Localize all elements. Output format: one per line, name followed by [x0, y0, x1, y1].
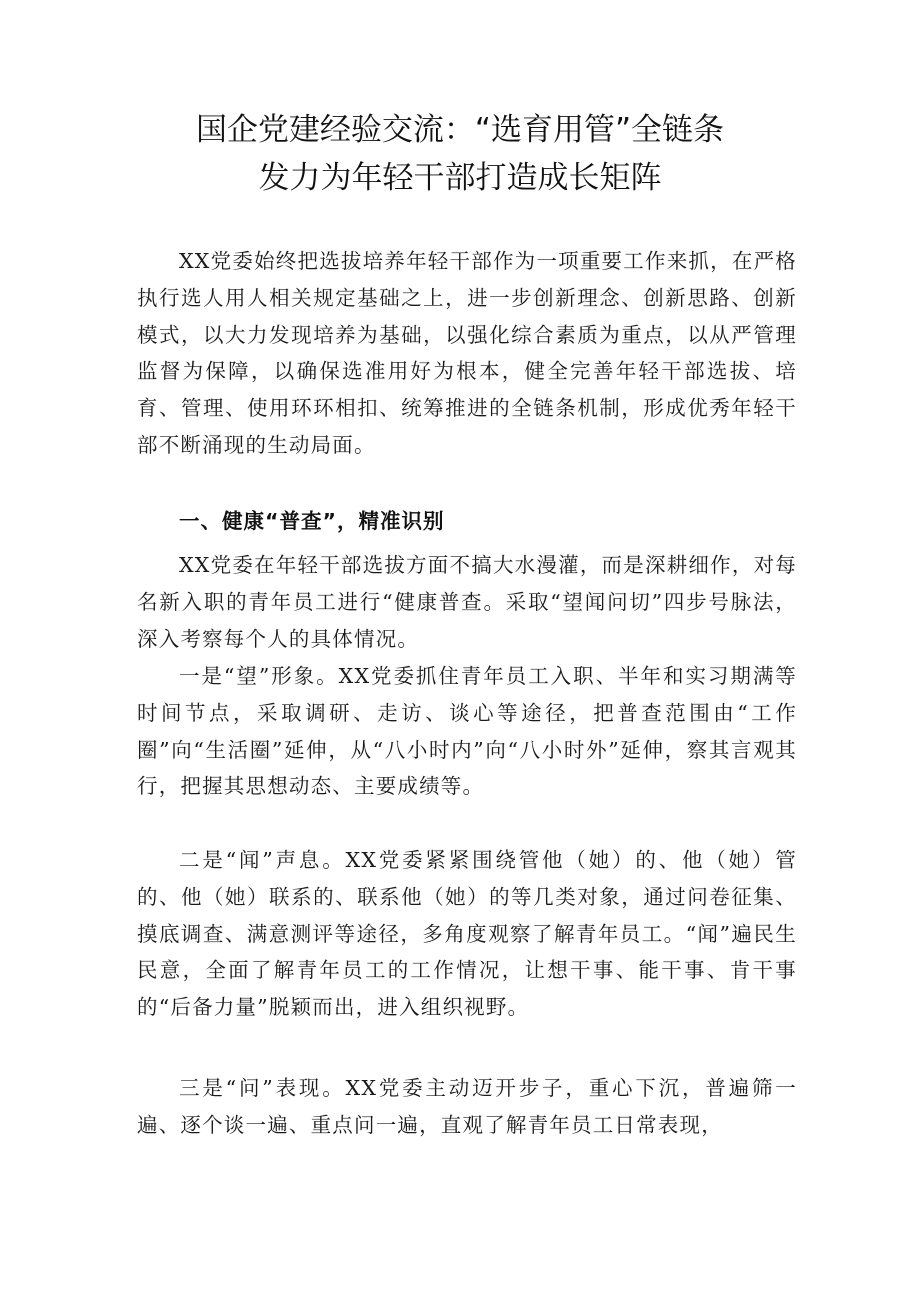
paragraph-intro: XX党委始终把选拔培养年轻干部作为一项重要工作来抓，在严格执行选人用人相关规定基础之上，进一步创新理念、创新思路、创新模式，以大力发现培养为基础，以强化综合素质为重点，以从严管理监督为保障，以确保选准用好为根本，健全完善年轻干部选拔、培育、管理、使用环环相扣、统筹推进的全链条机制，形成优秀年轻干部不断涌现的生动局面。 [137, 249, 797, 457]
paragraph-section-1-intro: XX党委在年轻干部选拔方面不搞大水漫灌，而是深耕细作，对每名新入职的青年员工进行“健康普查。采取“望闻问切”四步号脉法，深入考察每个人的具体情况。 [137, 553, 797, 651]
paragraph-wen-ask: 三是“问”表现。XX党委主动迈开步子，重心下沉，普遍筛一遍、逐个谈一遍、重点问一遍，直观了解青年员工日常表现， [137, 1076, 797, 1137]
document-title-line-1: 国企党建经验交流：“选育用管”全链条 [195, 112, 725, 148]
section-heading-1: 一、健康“普查”，精准识别 [179, 509, 445, 533]
document-title-line-2: 发力为年轻干部打造成长矩阵 [258, 160, 662, 196]
paragraph-wen: 二是“闻”声息。XX党委紧紧围绕管他（她）的、他（她）管的、他（她）联系的、联系他（她）的等几类对象，通过问卷征集、摸底调查、满意测评等途径，多角度观察了解青年员工。“闻”遍民生民意，全面了解青年员工的工作情况，让想干事、能干事、肯干事的“后备力量”脱颖而出，进入组织视野。 [137, 848, 797, 1020]
paragraph-wang: 一是“望”形象。XX党委抓住青年员工入职、半年和实习期满等时间节点，采取调研、走访、谈心等途径，把普查范围由“工作圈”向“生活圈”延伸，从“八小时内”向“八小时外”延伸，察其言观其行，把握其思想动态、主要成绩等。 [137, 664, 797, 799]
